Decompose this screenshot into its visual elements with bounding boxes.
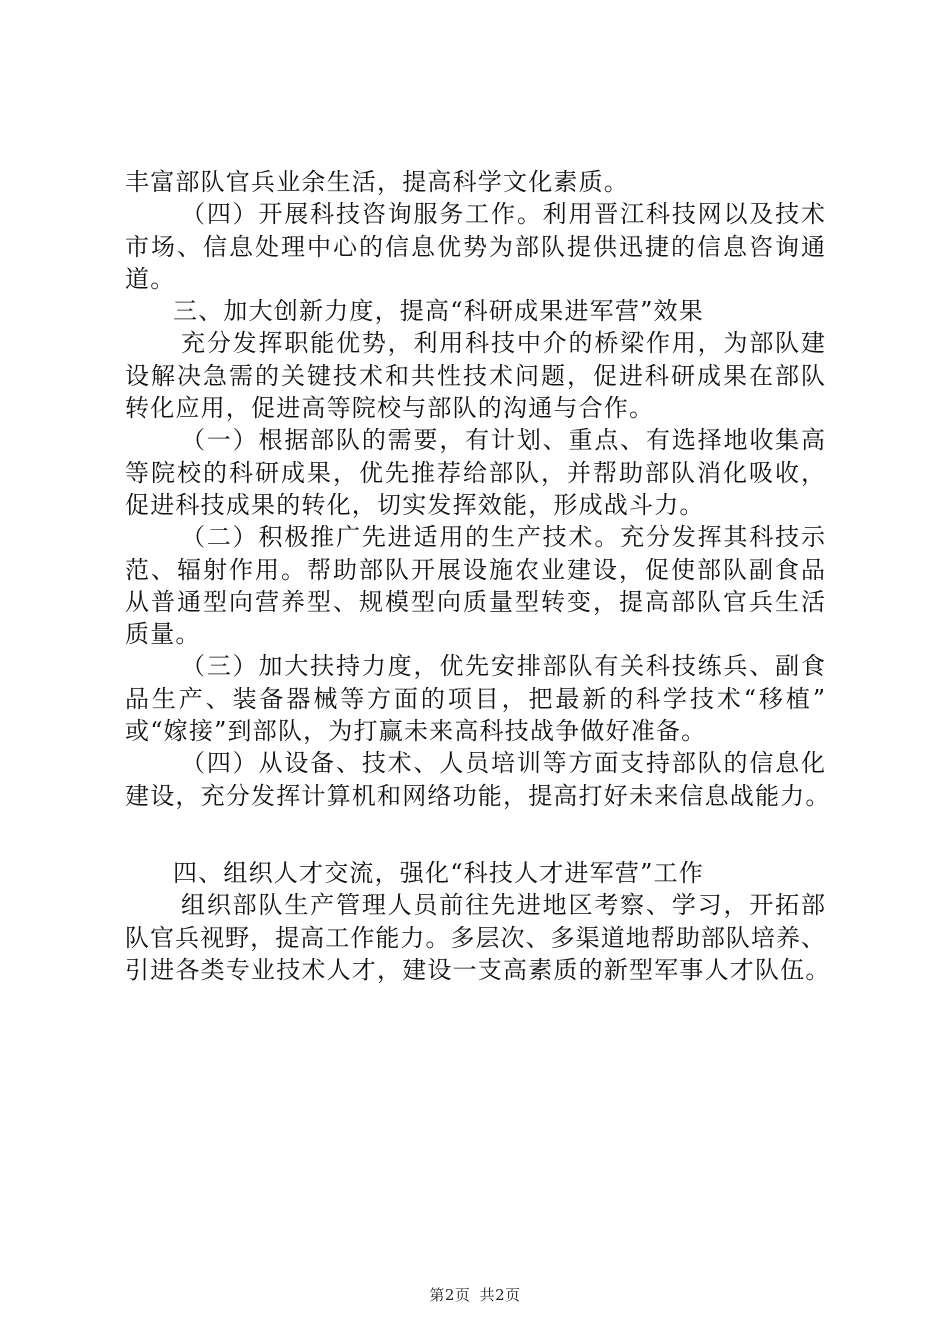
section-heading: 三、加大创新力度，提高“科研成果进军营”效果 <box>173 297 704 326</box>
page-number: 第2页 <box>429 1286 471 1304</box>
paragraph-line: 品生产、装备器械等方面的项目，把最新的科学技术“移植” <box>125 684 825 713</box>
paragraph-line: （二）积极推广先进适用的生产技术。充分发挥其科技示 <box>181 523 825 552</box>
paragraph-line: 或“嫁接”到部队，为打赢未来高科技战争做好准备。 <box>125 717 707 746</box>
paragraph-line: 转化应用，促进高等院校与部队的沟通与合作。 <box>125 394 655 423</box>
paragraph-line: 等院校的科研成果，优先推荐给部队，并帮助部队消化吸收， <box>125 458 825 487</box>
paragraph-line: （四）开展科技咨询服务工作。利用晋江科技网以及技术 <box>181 200 825 229</box>
paragraph-line: 设解决急需的关键技术和共性技术问题，促进科研成果在部队 <box>125 361 825 390</box>
section-heading: 四、组织人才交流，强化“科技人才进军营”工作 <box>173 858 704 887</box>
paragraph-line: 范、辐射作用。帮助部队开展设施农业建设，促使部队副食品 <box>125 555 825 584</box>
paragraph-line: 促进科技成果的转化，切实发挥效能，形成战斗力。 <box>125 490 705 519</box>
paragraph-line: 队官兵视野，提高工作能力。多层次、多渠道地帮助部队培养、 <box>125 923 825 952</box>
paragraph-line: 组织部队生产管理人员前往先进地区考察、学习，开拓部 <box>181 891 825 920</box>
paragraph-line: （三）加大扶持力度，优先安排部队有关科技练兵、副食 <box>181 652 825 681</box>
paragraph-line: 市场、信息处理中心的信息优势为部队提供迅捷的信息咨询通 <box>125 232 825 261</box>
paragraph-line: （一）根据部队的需要，有计划、重点、有选择地收集高 <box>181 426 825 455</box>
paragraph-line: 建设，充分发挥计算机和网络功能，提高打好未来信息战能力。 <box>125 781 831 810</box>
paragraph-line: 道。 <box>125 264 176 293</box>
page-footer <box>0 1284 950 1305</box>
document-body <box>125 166 831 986</box>
paragraph-line: （四）从设备、技术、人员培训等方面支持部队的信息化 <box>181 749 825 778</box>
page-total: 共2页 <box>479 1286 521 1304</box>
paragraph-line: 引进各类专业技术人才，建设一支高素质的新型军事人才队伍。 <box>125 955 831 984</box>
paragraph-line: 丰富部队官兵业余生活，提高科学文化素质。 <box>125 168 629 196</box>
paragraph-line: 从普通型向营养型、规模型向质量型转变，提高部队官兵生活 <box>125 587 825 616</box>
paragraph-gap <box>125 812 825 857</box>
paragraph-line: 质量。 <box>125 620 201 649</box>
paragraph-line: 充分发挥职能优势，利用科技中介的桥梁作用，为部队建 <box>181 329 825 358</box>
